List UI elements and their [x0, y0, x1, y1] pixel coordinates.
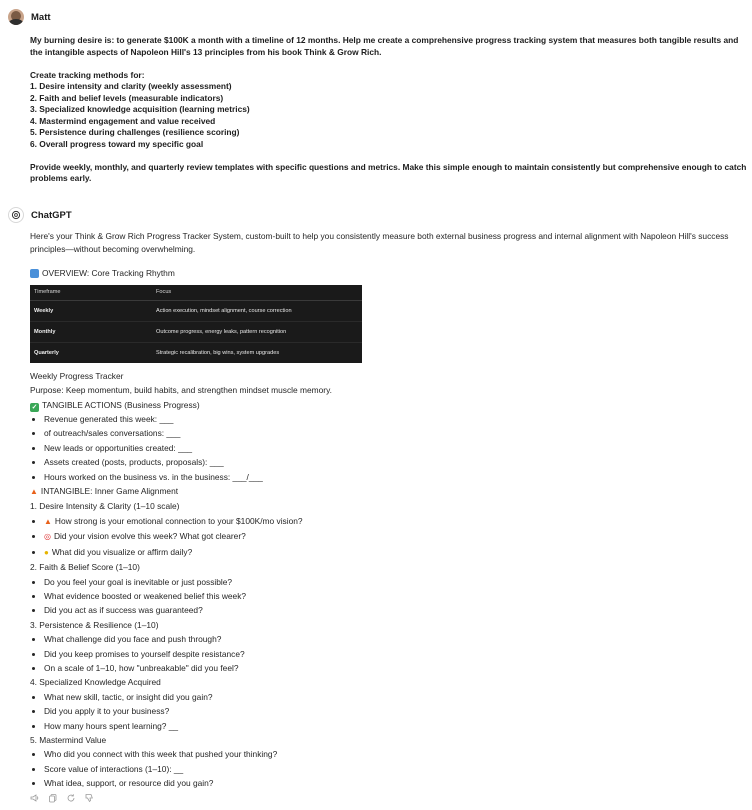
list-item-text: What did you visualize or affirm daily?	[51, 546, 193, 557]
copy-icon[interactable]	[48, 793, 58, 803]
target-emoji-icon: ◎	[44, 532, 51, 542]
chatgpt-logo-icon	[8, 207, 24, 223]
blue-box-emoji-icon	[30, 269, 39, 278]
table-row	[30, 321, 362, 342]
list-item: • Hours worked on the business vs. in the business: ___/___	[44, 470, 752, 484]
section-list	[30, 575, 752, 618]
weekly-tracker-purpose: Purpose: Keep momentum, build habits, and strengthen mindset muscle memory.	[30, 385, 332, 396]
user-avatar[interactable]	[8, 9, 24, 25]
table-cell-timeframe: Quarterly	[34, 349, 59, 356]
list-item	[44, 545, 752, 560]
list-item	[44, 514, 752, 529]
section-title: 1. Desire Intensity & Clarity (1–10 scale)	[30, 501, 180, 512]
assistant-name: ChatGPT	[31, 209, 72, 221]
list-item: • What new skill, tactic, or insight did you gain?	[44, 690, 752, 704]
light-bulb-emoji-icon: ●	[44, 547, 49, 557]
table-cell-timeframe: Weekly	[30, 300, 152, 321]
assistant-message-body	[30, 230, 752, 791]
section-list	[30, 514, 752, 560]
list-item: • What evidence boosted or weakened belief this week?	[44, 589, 752, 603]
user-list-item: 1. Desire intensity and clarity (weekly assessment)	[30, 81, 232, 91]
overview-heading	[30, 266, 752, 280]
list-item: • Who did you connect with this week that pushed your thinking?	[44, 747, 752, 761]
thumbs-down-icon[interactable]	[84, 793, 94, 803]
tangible-list	[30, 412, 752, 484]
list-item: • Did you keep promises to yourself despite resistance?	[44, 647, 752, 661]
table-cell-timeframe: Monthly	[30, 321, 152, 342]
table-cell-focus: Outcome progress, energy leaks, pattern recognition	[152, 321, 362, 342]
intangible-heading	[30, 484, 752, 499]
assistant-message	[8, 206, 752, 791]
section-title: 3. Persistence & Resilience (1–10)	[30, 619, 159, 630]
assistant-intro: Here's your Think & Grow Rich Progress Tracker System, custom-built to help you consistently measure both external business progress and internal alignment with Napoleon Hill's success principles—without becoming overwhelming.	[30, 231, 729, 254]
intangible-heading-text: INTANGIBLE: Inner Game Alignment	[40, 486, 179, 497]
user-list-item: 4. Mastermind engagement and value received	[30, 115, 216, 126]
user-list-item: 2. Faith and belief levels (measurable indicators)	[30, 92, 224, 103]
message-actions	[30, 793, 94, 803]
regenerate-icon[interactable]	[66, 793, 76, 803]
list-item: • Did you apply it to your business?	[44, 704, 752, 718]
check-mark-emoji-icon: ✓	[31, 403, 38, 411]
fire-emoji-icon: ▲	[30, 487, 38, 497]
table-header-focus: Focus	[152, 285, 362, 300]
table-cell-focus: Action execution, mindset alignment, course correction	[152, 300, 362, 321]
user-list-item: 6. Overall progress toward my specific goal	[30, 138, 204, 149]
tracking-rhythm-table	[30, 285, 362, 362]
fire-emoji-icon: ▲	[44, 516, 52, 526]
overview-heading-text: OVERVIEW: Core Tracking Rhythm	[42, 268, 175, 278]
list-item-text: Did your vision evolve this week? What got clearer?	[53, 531, 246, 542]
list-item: • What idea, support, or resource did you gain?	[44, 776, 752, 790]
user-paragraph: My burning desire is: to generate $100K a month with a timeline of 12 months. Help me create a comprehensive progress tracking system that measures both tangible results and the intangible aspects of Napoleon Hill's 13 principles from his book Think & Grow Rich.	[30, 35, 739, 57]
list-item-text: How strong is your emotional connection to your $100K/mo vision?	[54, 515, 303, 526]
list-item: • Do you feel your goal is inevitable or just possible?	[44, 575, 752, 589]
tangible-heading	[30, 398, 752, 412]
speaker-icon[interactable]	[30, 793, 40, 803]
list-item: • How many hours spent learning? __	[44, 719, 752, 733]
list-item: • of outreach/sales conversations: ___	[44, 426, 752, 440]
section-list	[30, 632, 752, 675]
section-list	[30, 690, 752, 733]
table-cell-focus: Strategic recalibration, big wins, system upgrades	[156, 349, 280, 356]
table-row	[30, 300, 362, 321]
weekly-tracker-title: Weekly Progress Tracker	[30, 370, 124, 381]
user-list-item: 5. Persistence during challenges (resilience scoring)	[30, 127, 240, 137]
list-item: • Score value of interactions (1–10): __	[44, 762, 752, 776]
section-title: 4. Specialized Knowledge Acquired	[30, 677, 161, 688]
list-item: • Revenue generated this week: ___	[44, 412, 752, 426]
table-header-timeframe: Timeframe	[30, 285, 152, 300]
list-item: • New leads or opportunities created: ___	[44, 441, 752, 455]
tangible-heading-text: TANGIBLE ACTIONS (Business Progress)	[42, 399, 200, 410]
section-title: 5. Mastermind Value	[30, 734, 107, 745]
user-name: Matt	[31, 11, 51, 23]
list-item: • What challenge did you face and push through?	[44, 632, 752, 646]
section-list	[30, 747, 752, 790]
user-list-item: 3. Specialized knowledge acquisition (learning metrics)	[30, 104, 250, 114]
list-item: • Assets created (posts, products, proposals): ___	[44, 455, 752, 469]
list-item	[44, 529, 752, 544]
list-item: • Did you act as if success was guaranteed?	[44, 603, 752, 617]
table-row	[30, 342, 362, 363]
user-list-heading: Create tracking methods for:	[30, 69, 145, 80]
list-item: • On a scale of 1–10, how "unbreakable" did you feel?	[44, 661, 752, 675]
user-list	[30, 70, 752, 151]
table-header-row	[30, 285, 362, 300]
user-message-body	[30, 35, 752, 185]
section-title: 2. Faith & Belief Score (1–10)	[30, 562, 140, 573]
user-message	[8, 8, 752, 196]
user-paragraph: Provide weekly, monthly, and quarterly review templates with specific questions and metrics. Make this simple enough to maintain consistently but comprehensive enough to catch problems early.	[30, 161, 747, 183]
